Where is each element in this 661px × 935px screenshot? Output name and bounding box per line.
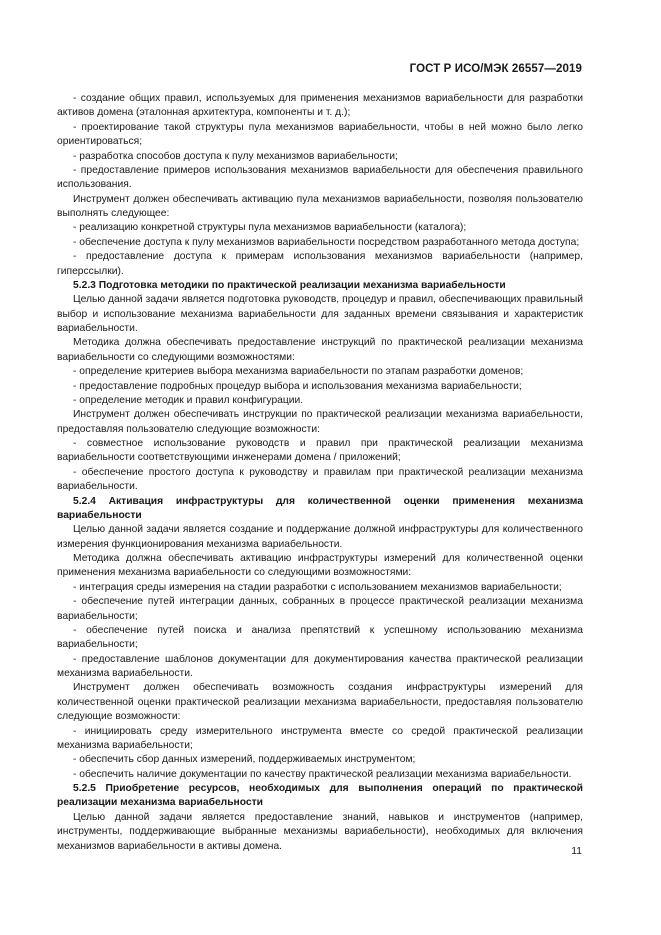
paragraph: - обеспечение путей интеграции данных, собранных в процессе практической реализации механизма вариабельности; xyxy=(57,596,583,622)
paragraph: Методика должна обеспечивать предоставление инструкций по практической реализации механизма вариабельности со следующими возможностями: xyxy=(57,337,583,363)
paragraph: - интеграция среды измерения на стадии разработки с использованием механизмов вариабельности; xyxy=(73,581,562,593)
paragraph: Методика должна обеспечивать активацию инфраструктуры измерений для количественной оценки применения механизма вариабельности со следующими возможностями: xyxy=(57,553,583,579)
paragraph: - определение критериев выбора механизма вариабельности по этапам разработки доменов; xyxy=(73,366,524,378)
paragraph: - проектирование такой структуры пула механизмов вариабельности, чтобы в ней можно было легко ориентироваться; xyxy=(57,121,583,148)
paragraph: - разработка способов доступа к пулу механизмов вариабельности; xyxy=(73,150,398,162)
document-body xyxy=(57,92,583,854)
paragraph: - инициировать среду измерительного инструмента вместе со средой практической реализации механизма вариабельности; xyxy=(57,725,583,751)
paragraph: - предоставление подробных процедур выбора и использования механизма вариабельности; xyxy=(73,380,522,392)
paragraph: Целью данной задачи является создание и поддержание должной инфраструктуры для количественного измерения функционирования механизма вариабельности. xyxy=(57,524,583,550)
paragraph: Инструмент должен обеспечивать активацию пула механизмов вариабельности, позволяя пользователю выполнять следующее: xyxy=(57,193,583,219)
paragraph: - предоставление доступа к примерам использования механизмов вариабельности (например, гиперссылки). xyxy=(57,251,583,277)
paragraph: - определение методик и правил конфигурации. xyxy=(73,394,304,406)
paragraph: - предоставление примеров использования механизмов вариабельности для обеспечения правильного использования. xyxy=(57,164,583,191)
paragraph: - реализацию конкретной структуры пула механизмов вариабельности (каталога); xyxy=(73,222,467,234)
paragraph: - предоставление шаблонов документации для документирования качества практической реализации механизма вариабельности. xyxy=(57,653,583,679)
standard-code-header: ГОСТ Р ИСО/МЭК 26557—2019 xyxy=(409,63,582,75)
paragraph: - обеспечение путей поиска и анализа препятствий к успешному использованию механизма вариабельности; xyxy=(57,624,583,651)
section-heading: 5.2.3 Подготовка методики по практической реализации механизма вариабельности xyxy=(73,279,506,291)
paragraph: Инструмент должен обеспечивать возможность создания инфраструктуры измерений для количественной оценки практической реализации механизма вариабельности, предоставляя пользователю следующие возможности: xyxy=(57,682,583,723)
paragraph: - создание общих правил, используемых для применения механизмов вариабельности для разработки активов домена (эталонная архитектура, компоненты и т. д.); xyxy=(57,93,583,119)
section-heading: 5.2.4 Активация инфраструктуры для количественной оценки применения механизма вариабельности xyxy=(57,495,583,521)
section-heading: 5.2.5 Приобретение ресурсов, необходимых для выполнения операций по практической реализации механизма вариабельности xyxy=(57,783,583,809)
paragraph: Инструмент должен обеспечивать инструкции по практической реализации механизма вариабельности, предоставляя пользователю следующие возможности: xyxy=(57,409,583,435)
paragraph: - обеспечить сбор данных измерений, поддерживаемых инструментом; xyxy=(73,754,416,766)
paragraph: Целью данной задачи является предоставление знаний, навыков и инструментов (например, инструменты, поддерживающие выбранные механизмы вариабельности), необходимых для включения механизмов вариабельности в активы домена. xyxy=(57,811,583,852)
page-number: 11 xyxy=(571,846,582,857)
paragraph: - совместное использование руководств и правил при практической реализации механизма вариабельности соответствующими инженерами домена / приложений; xyxy=(57,438,583,464)
paragraph: - обеспечить наличие документации по качеству практической реализации механизма вариабельности. xyxy=(73,768,572,780)
paragraph: - обеспечение простого доступа к руководству и правилам при практической реализации механизма вариабельности. xyxy=(57,466,583,493)
paragraph: Целью данной задачи является подготовка руководств, процедур и правил, обеспечивающих правильный выбор и использование механизма вариабельности для заданных времени связывания и характеристик вариабельности. xyxy=(57,294,583,334)
paragraph: - обеспечение доступа к пулу механизмов вариабельности посредством разработанного метода доступа; xyxy=(73,236,580,248)
